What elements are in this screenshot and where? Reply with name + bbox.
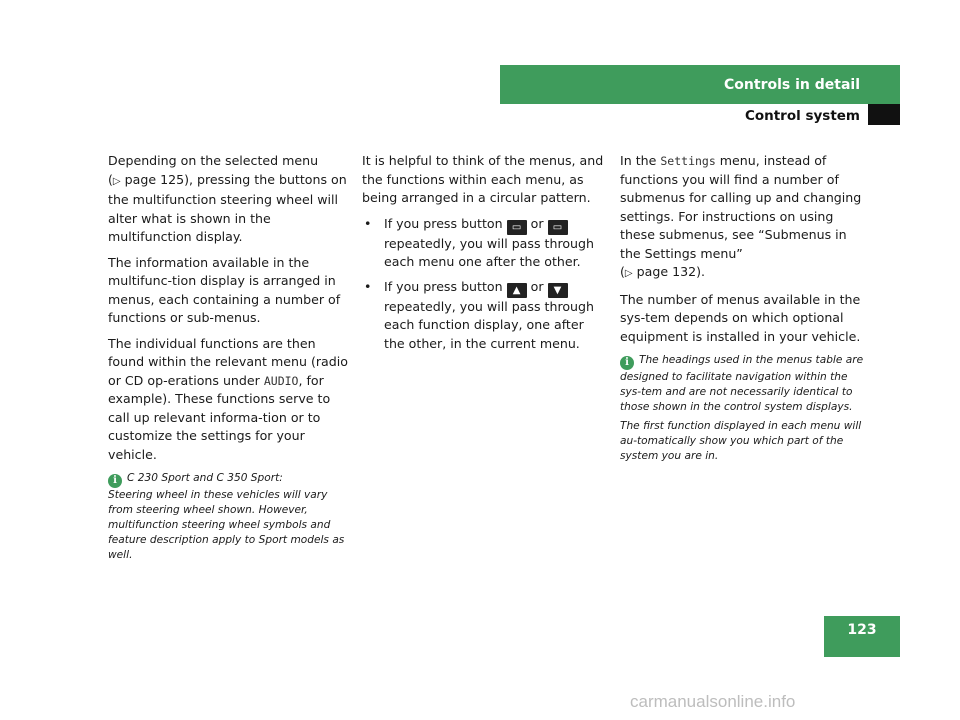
bullet-icon: • [364, 278, 372, 294]
bullet-icon: • [364, 215, 372, 231]
settings-menu-name: Settings [660, 154, 716, 168]
watermark: carmanualsonline.info [630, 692, 796, 711]
info-icon: i [620, 356, 634, 370]
info-icon: i [108, 474, 122, 488]
header-black-marker [868, 104, 900, 125]
info-note-headings: i The headings used in the menus table are designed to facilitate navigation within the sys-tem and are not necessarily identical to those shown in the control system displays. The first function displayed in each menu will au-tomatically show you which part of the system you are in. [620, 354, 864, 462]
paragraph-settings-menu: In the Settings menu, instead of functions you will find a number of submenus for calling up and changing settings. For instructions on using these submenus, see “Submenus in the Settings menu” (▷ page 132). [620, 153, 862, 279]
page-number: 123 [824, 616, 900, 657]
arrow-down-button-icon: ▼ [548, 283, 568, 298]
paragraph-menu-count: The number of menus available in the sys-tem depends on which optional equipment is installed in your vehicle. [620, 291, 861, 344]
audio-menu-name: AUDIO [263, 373, 299, 388]
page-ref-triangle-icon: ▷ [624, 268, 633, 279]
list-item: • If you press button ▭ or ▭ repeatedly, you will pass through each menu one after the other. [364, 215, 595, 269]
menu-back-button-icon: ▭ [507, 220, 527, 235]
paragraph-functions: The individual functions are then found within the relevant menu (radio or CD op-erations under AUDIO, for example). These functions serve to call up relevant informa-tion or to customize the settings for your vehicle. [108, 335, 348, 462]
arrow-up-button-icon: ▲ [507, 283, 527, 298]
column-right [620, 152, 864, 468]
menu-forward-button-icon: ▭ [548, 220, 568, 235]
paragraph-menus: The information available in the multifunc-tion display is arranged in menus, each containing a number of functions or sub-menus. [108, 254, 341, 325]
section-title: Controls in detail [724, 76, 860, 93]
page-ref-triangle-icon: ▷ [112, 175, 121, 187]
subsection-title: Control system [744, 108, 860, 124]
column-middle [362, 152, 606, 359]
section-header [500, 65, 900, 104]
info-note-sport: i C 230 Sport and C 350 Sport: Steering wheel in these vehicles will vary from steering wheel shown. However, multifunction steering wheel symbols and feature description apply to Sport models as well. [108, 472, 345, 561]
paragraph-circular-pattern: It is helpful to think of the menus, and the functions within each menu, as being arranged in a circular pattern. [362, 153, 604, 205]
subsection-header [500, 104, 860, 128]
paragraph-menu-selection: Depending on the selected menu (▷ page 125), pressing the buttons on the multifunction steering wheel will alter what is shown in the multifunction display. [108, 153, 347, 244]
list-item: • If you press button ▲ or ▼ repeatedly, you will pass through each function display, one after the other, in the current menu. [364, 278, 595, 351]
button-list [362, 215, 606, 354]
column-left [108, 152, 350, 563]
